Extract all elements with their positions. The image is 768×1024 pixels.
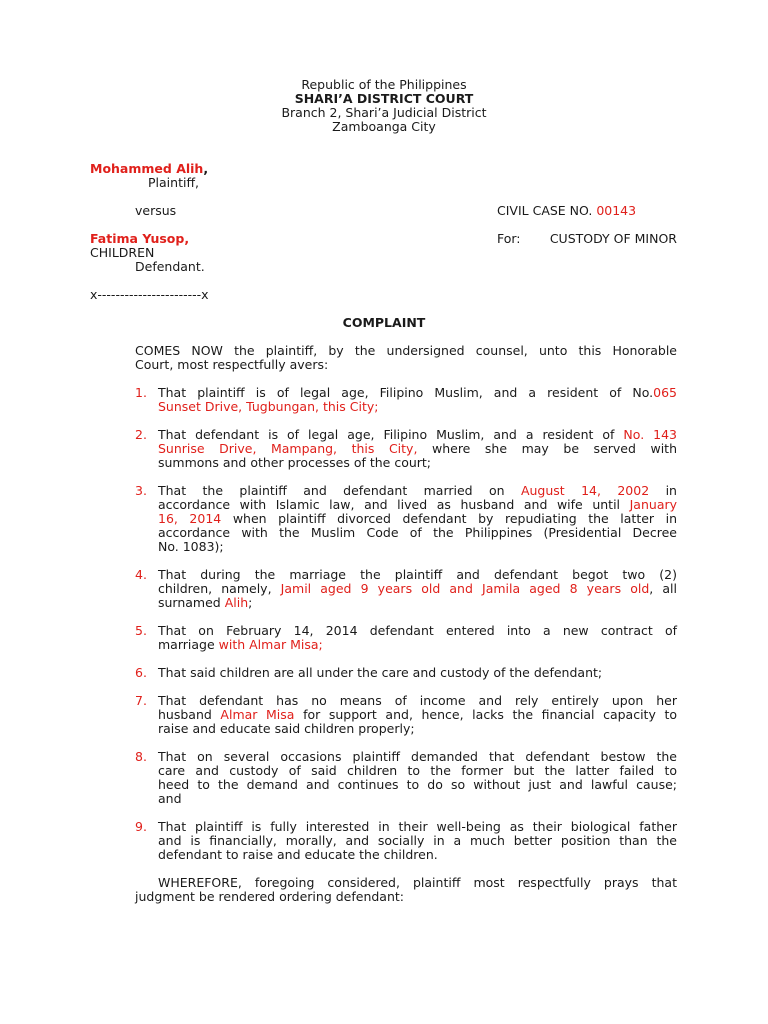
- list-item: [135, 624, 677, 652]
- item-line: [158, 386, 677, 400]
- item-text: That said children are all under the care and custody of the defendant;: [158, 665, 603, 680]
- item-text: children, namely,: [158, 581, 272, 596]
- document-title: COMPLAINT: [342, 315, 426, 330]
- item-line: [158, 512, 677, 526]
- list-item: [135, 484, 677, 554]
- case-label: CIVIL CASE NO.: [497, 203, 593, 218]
- item-highlight: Almar Misa: [220, 707, 295, 722]
- wherefore-line-1: WHEREFORE, foregoing considered, plaintiff most respectfully prays that: [158, 875, 677, 890]
- caption-separator: x-----------------------x: [90, 287, 209, 302]
- children-text: CHILDREN: [90, 245, 155, 260]
- item-body: [158, 820, 677, 862]
- item-text: for support and, hence, lacks the financial capacity to: [303, 707, 678, 722]
- item-text: defendant to raise and educate the children.: [158, 847, 438, 862]
- intro-line-1-text: COMES NOW the plaintiff, by the undersigned counsel, unto this Honorable: [135, 343, 677, 358]
- item-text: That defendant is of legal age, Filipino Muslim, and a resident of: [158, 427, 615, 442]
- defendant-name: Fatima Yusop,: [90, 231, 190, 246]
- item-text: and is financially, morally, and socially in a much better position than the: [158, 833, 677, 848]
- item-text: That on several occasions plaintiff demanded that defendant bestow the: [158, 749, 677, 764]
- item-highlight: No. 143: [623, 427, 677, 442]
- case-for-line: [497, 232, 677, 246]
- item-number: 2.: [135, 427, 147, 442]
- item-highlight: Alih: [224, 595, 249, 610]
- list-item: [135, 694, 677, 736]
- item-text: That defendant has no means of income and rely entirely upon her: [158, 693, 677, 708]
- item-number: 4.: [135, 567, 147, 582]
- item-text: accordance with Islamic law, and lived as husband and wife until: [158, 497, 621, 512]
- item-text: heed to the demand and continues to do so without just and lawful cause;: [158, 777, 677, 792]
- item-body: [158, 428, 677, 470]
- item-text: summons and other processes of the court;: [158, 455, 432, 470]
- versus-text: versus: [135, 203, 177, 218]
- item-text: That plaintiff is of legal age, Filipino Muslim, and a resident of No.: [158, 385, 654, 400]
- intro-line-2: Court, most respectfully avers:: [135, 357, 329, 372]
- item-number: 1.: [135, 385, 147, 400]
- for-label: For:: [497, 231, 521, 246]
- item-text: That the plaintiff and defendant married on: [158, 483, 505, 498]
- item-highlight: Sunset Drive, Tugbungan, this City;: [158, 399, 379, 414]
- item-text: ;: [248, 595, 253, 610]
- item-highlight: 16, 2014: [158, 511, 222, 526]
- case-number: 00143: [596, 203, 637, 218]
- for-text: CUSTODY OF MINOR: [549, 231, 677, 246]
- item-text: husband: [158, 707, 212, 722]
- header-republic: Republic of the Philippines: [301, 77, 467, 92]
- item-text: surnamed: [158, 595, 221, 610]
- list-item: [135, 568, 677, 610]
- item-line: [158, 582, 677, 596]
- header-city: Zamboanga City: [332, 119, 436, 134]
- defendant-role: Defendant.: [135, 259, 205, 274]
- list-item: [135, 820, 677, 862]
- item-highlight: January: [629, 497, 678, 512]
- item-highlight: Sunrise Drive, Mampang, this City,: [158, 441, 418, 456]
- item-text: care and custody of said children to the former but the latter failed to: [158, 763, 677, 778]
- plaintiff-role: Plaintiff,: [148, 175, 200, 190]
- item-highlight: Jamil aged 9 years old and Jamila aged 8 years old: [280, 581, 650, 596]
- item-line: [158, 442, 677, 456]
- item-highlight: with Almar Misa;: [218, 637, 323, 652]
- item-line: [158, 428, 677, 442]
- item-text: That plaintiff is fully interested in their well-being as their biological father: [158, 819, 677, 834]
- item-body: [158, 568, 677, 610]
- item-line: [158, 484, 677, 498]
- item-text: No. 1083);: [158, 539, 224, 554]
- item-number: 9.: [135, 819, 147, 834]
- item-body: [158, 750, 677, 806]
- item-text: in: [665, 483, 677, 498]
- item-text: marriage: [158, 637, 215, 652]
- list-item: [135, 386, 677, 414]
- item-body: [158, 484, 677, 554]
- item-highlight: August 14, 2002: [520, 483, 650, 498]
- item-body: [158, 694, 677, 736]
- plaintiff-comma: ,: [203, 161, 209, 176]
- intro-paragraph: [135, 344, 677, 372]
- item-line: [158, 596, 677, 610]
- item-text: where she may be served with: [431, 441, 677, 456]
- item-highlight: 065: [653, 385, 677, 400]
- plaintiff-name: Mohammed Alih: [90, 161, 204, 176]
- item-text: raise and educate said children properly;: [158, 721, 415, 736]
- case-number-line: [497, 204, 636, 218]
- item-text: , all: [649, 581, 677, 596]
- item-line: [158, 708, 677, 722]
- item-text: That during the marriage the plaintiff and defendant begot two (2): [158, 567, 677, 582]
- item-number: 6.: [135, 665, 147, 680]
- header-court: SHARI’A DISTRICT COURT: [294, 91, 474, 106]
- intro-line-1: [135, 344, 677, 358]
- list-item: [135, 428, 677, 470]
- item-body: [158, 386, 677, 414]
- header-branch: Branch 2, Shari’a Judicial District: [281, 105, 487, 120]
- plaintiff-name-line: [90, 162, 208, 176]
- item-number: 8.: [135, 749, 147, 764]
- item-body: [158, 624, 677, 652]
- item-body: [158, 666, 677, 680]
- list-item: [135, 666, 677, 680]
- item-text: when plaintiff divorced defendant by repudiating the latter in: [232, 511, 677, 526]
- item-number: 3.: [135, 483, 147, 498]
- item-text: and: [158, 791, 182, 806]
- wherefore-line-2: judgment be rendered ordering defendant:: [135, 889, 404, 904]
- item-line: [158, 638, 677, 652]
- wherefore-paragraph: [135, 876, 677, 904]
- list-item: [135, 750, 677, 806]
- item-text: That on February 14, 2014 defendant entered into a new contract of: [158, 623, 677, 638]
- item-text: accordance with the Muslim Code of the Philippines (Presidential Decree: [158, 525, 677, 540]
- item-line: [158, 498, 677, 512]
- item-number: 7.: [135, 693, 147, 708]
- item-number: 5.: [135, 623, 147, 638]
